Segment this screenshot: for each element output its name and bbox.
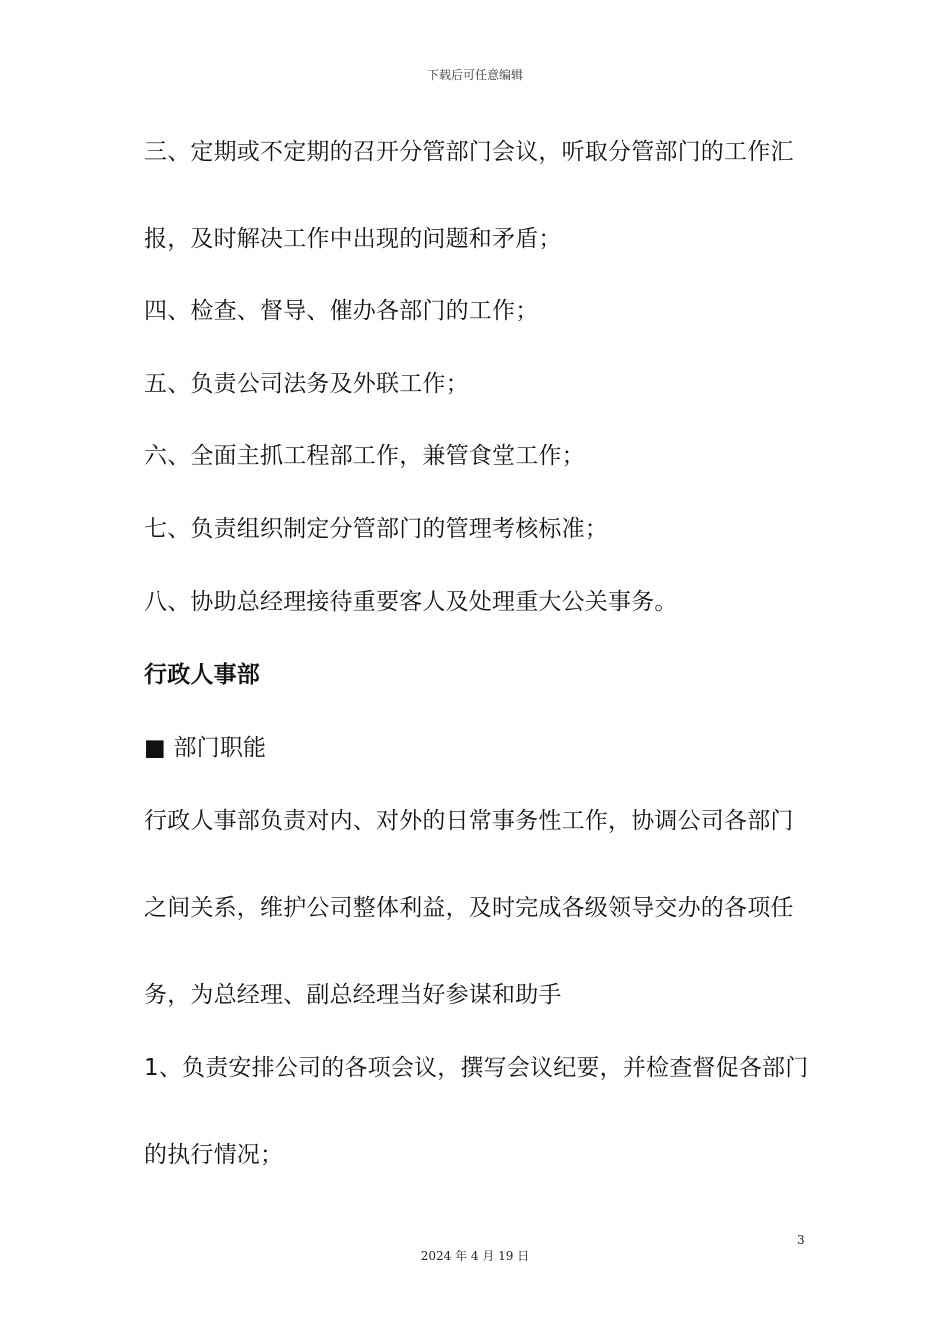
footer-date: 2024 年 4 月 19 日 — [420, 1249, 530, 1263]
text-line: 六、全面主抓工程部工作，兼管食堂工作； — [144, 443, 585, 469]
text-line: 三、定期或不定期的召开分管部门会议，听取分管部门的工作汇 — [144, 139, 794, 165]
text-line: 之间关系，维护公司整体利益，及时完成各级领导交办的各项任 — [144, 895, 794, 921]
text-line: 报，及时解决工作中出现的问题和矛盾； — [144, 226, 562, 252]
page-number: 3 — [797, 1233, 805, 1247]
text-line: 务，为总经理、副总经理当好参谋和助手 — [144, 982, 562, 1008]
text-line: 七、负责组织制定分管部门的管理考核标准； — [144, 516, 608, 542]
subsection-heading: ■ 部门职能 — [144, 735, 267, 761]
text-line: 行政人事部负责对内、对外的日常事务性工作，协调公司各部门 — [144, 808, 794, 834]
text-line: 五、负责公司法务及外联工作； — [144, 371, 469, 397]
text-line: 的执行情况； — [144, 1142, 284, 1168]
section-heading: 行政人事部 — [144, 662, 260, 688]
text-line: 四、检查、督导、催办各部门的工作； — [144, 298, 539, 324]
page-header: 下载后可任意编辑 — [426, 68, 523, 82]
text-line: 八、协助总经理接待重要客人及处理重大公关事务。 — [144, 589, 678, 615]
text-line: 1、负责安排公司的各项会议，撰写会议纪要，并检查督促各部门 — [144, 1055, 809, 1081]
